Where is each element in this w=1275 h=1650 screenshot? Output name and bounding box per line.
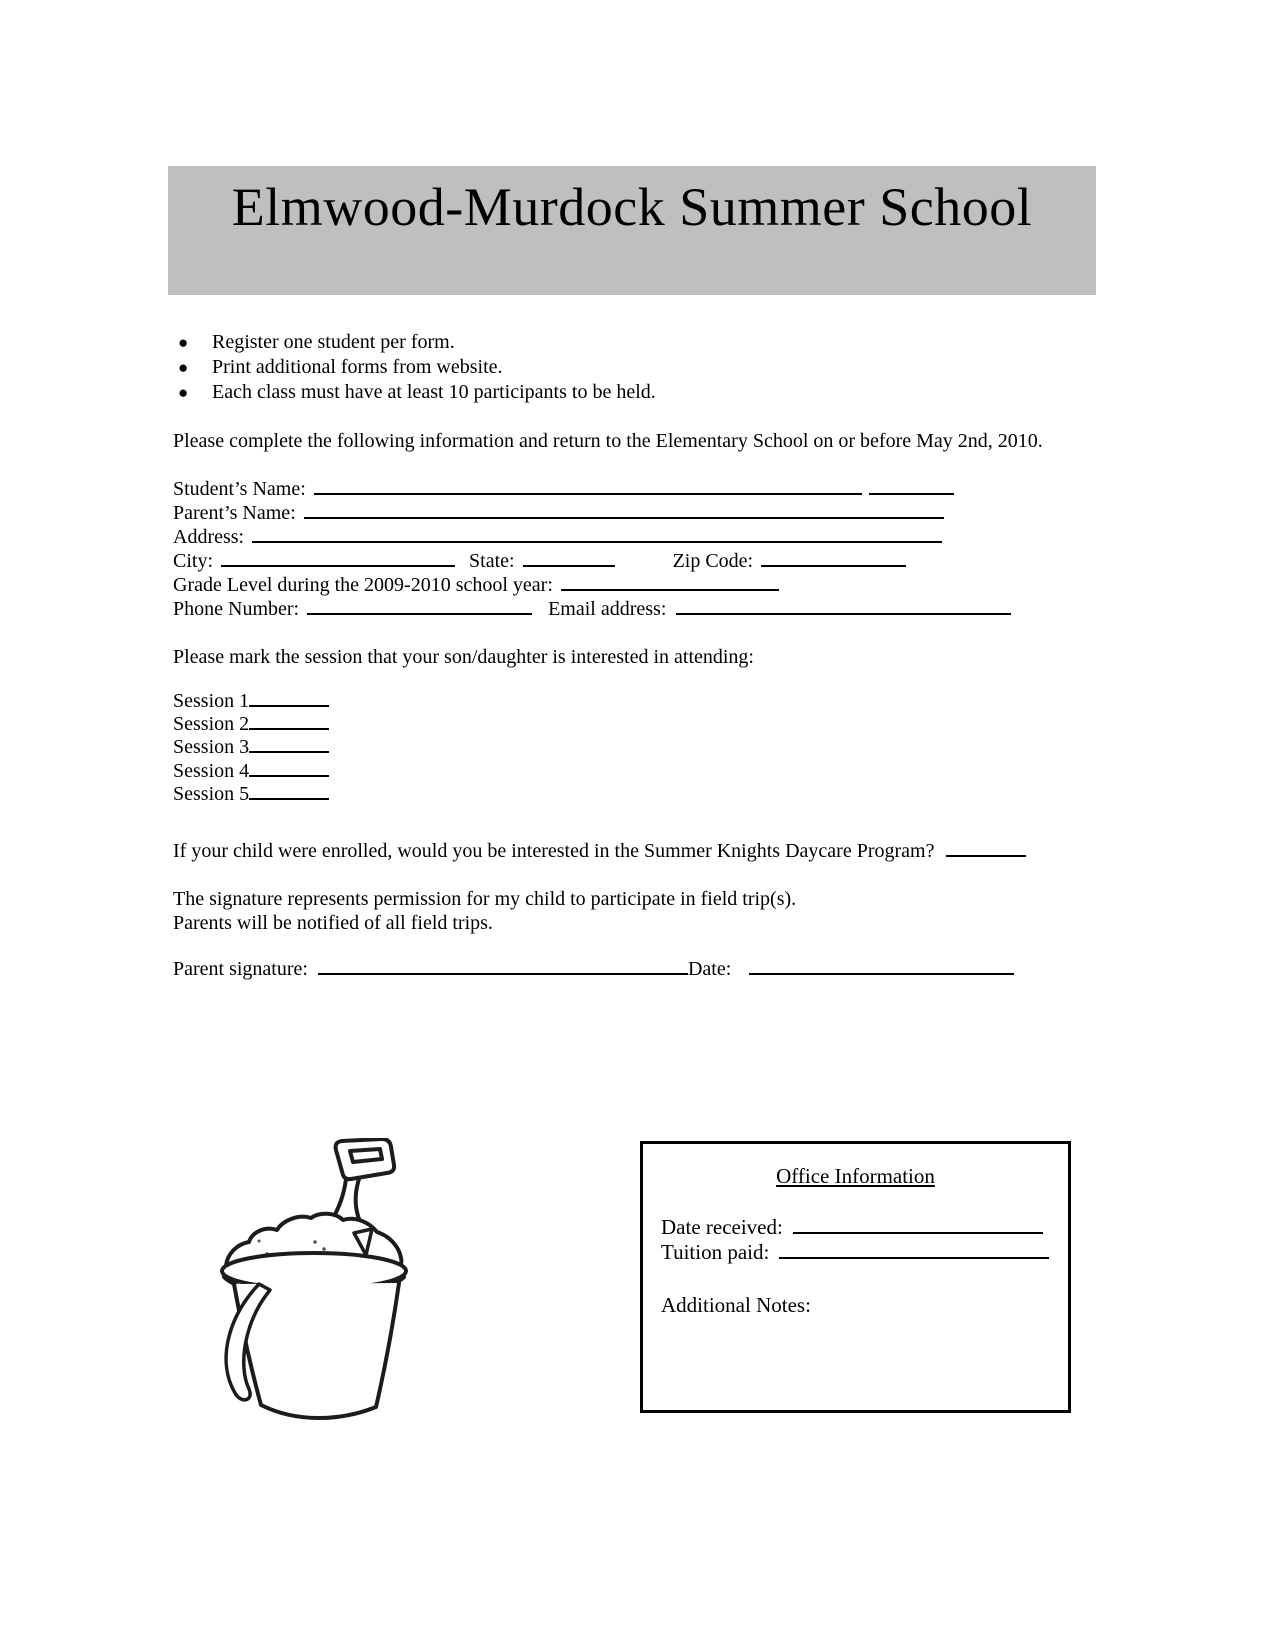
bullet-item	[178, 330, 656, 355]
email-label: Email address:	[548, 598, 667, 620]
bullet-text: Each class must have at least 10 participants to be held.	[212, 381, 656, 403]
registration-fields	[173, 477, 1011, 621]
state-label: State:	[469, 550, 515, 572]
field-trip-note: Parents will be notified of all field trips.	[173, 911, 493, 934]
office-information-box	[640, 1141, 1071, 1413]
email-line[interactable]	[676, 610, 1011, 615]
address-row	[173, 525, 1011, 549]
sand-bucket-artwork	[197, 1138, 447, 1420]
bullet-text: Print additional forms from website.	[212, 356, 503, 378]
page-title: Elmwood-Murdock Summer School	[231, 177, 1033, 237]
student-name-extra-line[interactable]	[869, 490, 954, 495]
session-label: Session 5	[173, 782, 250, 805]
bullet-icon: ●	[178, 358, 189, 377]
city-state-zip-row	[173, 549, 1011, 573]
bullet-item	[178, 355, 656, 380]
grade-level-line[interactable]	[561, 586, 779, 591]
signature-row	[173, 958, 1014, 981]
tuition-paid-label: Tuition paid:	[661, 1240, 770, 1264]
grade-level-row	[173, 573, 1011, 597]
sand-bucket-shovel-icon	[197, 1138, 447, 1420]
phone-email-row	[173, 597, 1011, 621]
office-box-title: Office Information	[776, 1164, 935, 1188]
student-name-label: Student’s Name:	[173, 478, 306, 500]
date-received-row	[661, 1215, 1050, 1240]
field-trip-note: The signature represents permission for my child to participate in field trip(s).	[173, 888, 797, 910]
session-label: Session 1	[173, 690, 250, 712]
daycare-question-row	[173, 840, 1026, 863]
session-5-line[interactable]	[249, 795, 329, 800]
date-received-line[interactable]	[793, 1229, 1043, 1234]
session-list	[173, 690, 329, 806]
instruction-bullets	[178, 330, 656, 405]
parent-name-label: Parent’s Name:	[173, 502, 296, 524]
address-line[interactable]	[252, 538, 942, 543]
field-trip-notes	[173, 888, 796, 935]
session-label: Session 2	[173, 713, 250, 736]
session-row	[173, 760, 329, 783]
student-name-row	[173, 477, 1011, 501]
date-line[interactable]	[749, 970, 1014, 975]
title-banner	[168, 166, 1096, 295]
intro-text: Please complete the following information and return to the Elementary School on or before May 2nd, 2010.	[173, 430, 1043, 452]
city-label: City:	[173, 550, 214, 572]
session-row	[173, 736, 329, 759]
session-label: Session 4	[173, 759, 250, 782]
state-line[interactable]	[523, 562, 615, 567]
daycare-answer-line[interactable]	[946, 852, 1026, 857]
phone-label: Phone Number:	[173, 598, 300, 620]
parent-name-line[interactable]	[304, 514, 944, 519]
session-label: Session 3	[173, 736, 250, 759]
bullet-item	[178, 380, 656, 405]
additional-notes-label: Additional Notes:	[661, 1293, 811, 1317]
bullet-icon: ●	[178, 333, 189, 352]
tuition-paid-row	[661, 1240, 1050, 1265]
student-name-line[interactable]	[314, 490, 862, 495]
zip-code-line[interactable]	[761, 562, 906, 567]
bullet-icon: ●	[178, 383, 189, 402]
daycare-question: If your child were enrolled, would you be interested in the Summer Knights Daycare Program?	[173, 840, 935, 862]
tuition-paid-line[interactable]	[779, 1254, 1049, 1259]
bullet-text: Register one student per form.	[212, 331, 455, 353]
session-4-line[interactable]	[249, 772, 329, 777]
session-2-line[interactable]	[249, 725, 329, 730]
date-label: Date:	[687, 958, 732, 980]
date-received-label: Date received:	[661, 1215, 783, 1239]
session-prompt: Please mark the session that your son/daughter is interested in attending:	[173, 646, 754, 668]
session-1-line[interactable]	[249, 702, 329, 707]
session-row	[173, 690, 329, 713]
session-row	[173, 783, 329, 806]
parent-signature-label: Parent signature:	[173, 958, 308, 980]
zip-code-label: Zip Code:	[672, 550, 754, 572]
parent-name-row	[173, 501, 1011, 525]
city-line[interactable]	[221, 562, 455, 567]
session-row	[173, 713, 329, 736]
phone-line[interactable]	[307, 610, 532, 615]
grade-level-label: Grade Level during the 2009-2010 school year:	[173, 574, 553, 596]
parent-signature-line[interactable]	[318, 970, 688, 975]
session-3-line[interactable]	[249, 748, 329, 753]
address-label: Address:	[173, 526, 245, 548]
